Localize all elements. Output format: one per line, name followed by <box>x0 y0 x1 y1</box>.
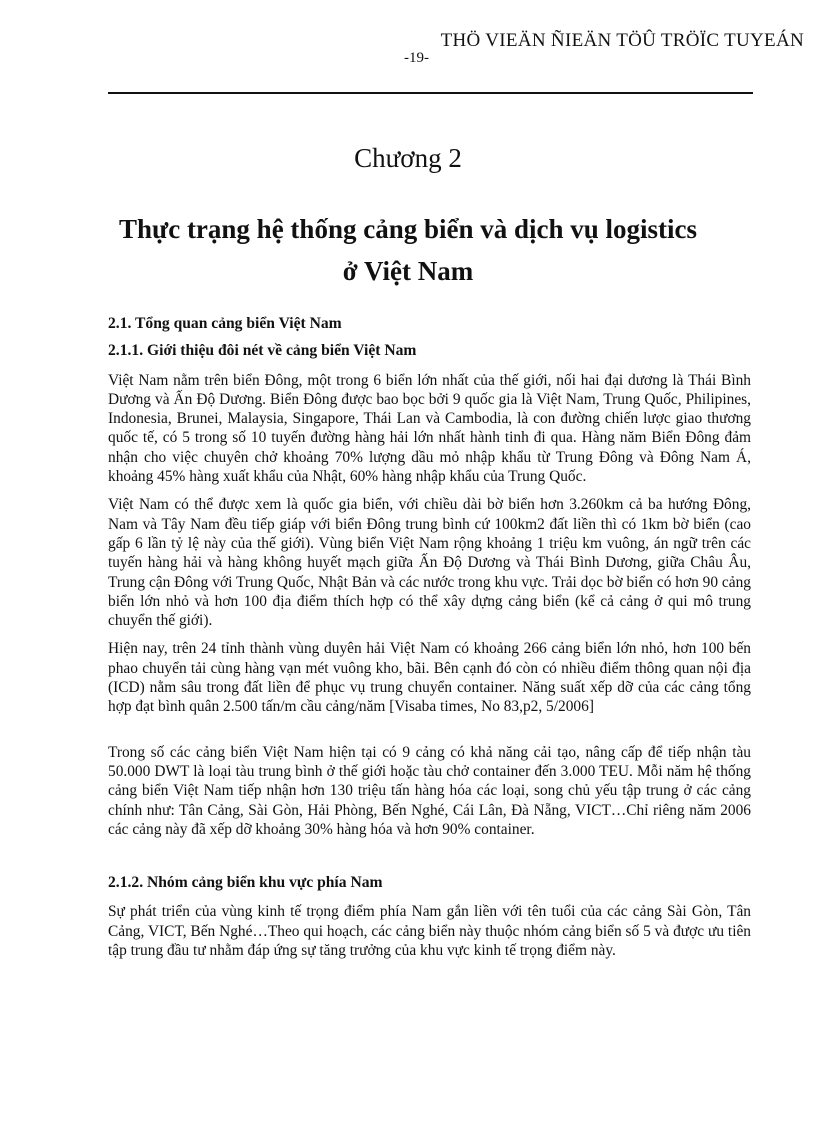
chapter-title <box>60 208 756 292</box>
section-heading-2-1-1: 2.1.1. Giới thiệu đôi nét về cảng biển Việt Nam <box>108 342 417 360</box>
header-divider <box>108 92 753 94</box>
section-heading-2-1: 2.1. Tổng quan cảng biển Việt Nam <box>108 315 342 332</box>
paragraph: Trong số các cảng biển Việt Nam hiện tại có 9 cảng có khả năng cải tạo, nâng cấp để tiếp nhận tàu 50.000 DWT là loại tàu trung bình ở thế giới hoặc tàu chở container đến 3.000 TEU. Mỗi năm hệ thống cảng biển Việt Nam tiếp nhận hơn 130 triệu tấn hàng hóa các loại, song chủ yếu tập trung ở các cảng chính như: Tân Cảng, Sài Gòn, Hải Phòng, Bến Nghé, Cái Lân, Đà Nẵng, VICT…Chỉ riêng năm 2006 các cảng này đã xếp dỡ khoảng 30% hàng hóa và hơn 90% container. <box>108 743 751 838</box>
chapter-title-line-1: Thực trạng hệ thống cảng biển và dịch vụ logistics <box>118 214 698 244</box>
library-header-title: THÖ VIEÄN ÑIEÄN TÖÛ TRÖÏC TUYEÁN <box>440 30 804 51</box>
paragraph: Hiện nay, trên 24 tỉnh thành vùng duyên hải Việt Nam có khoảng 266 cảng biển lớn nhỏ, hơn 100 bến phao chuyển tải cùng hàng vạn mét vuông kho, bãi. Bên cạnh đó còn có nhiều điểm thông quan nội địa (ICD) nằm sâu trong đất liền để phục vụ trung chuyển container. Năng suất xếp dỡ của các cảng tổng hợp đạt bình quân 2.500 tấn/m cầu cảng/năm [Visaba times, No 83,p2, 5/2006] <box>108 640 751 716</box>
chapter-title-line-2: ở Việt Nam <box>342 256 474 286</box>
paragraph: Việt Nam có thể được xem là quốc gia biển, với chiều dài bờ biển hơn 3.260km cả ba hướng Đông, Nam và Tây Nam đều tiếp giáp với biển Đông trung bình cứ 100km2 đất liền thì có 1km bờ biển (cao gấp 6 lần tỷ lệ này của thế giới). Vùng biển Việt Nam rộng khoảng 1 triệu km vuông, án ngữ trên các tuyến hàng hải và hàng không huyết mạch giữa Ấn Độ Dương và Thái Bình Dương, giữa Châu Âu, Trung cận Đông với Trung Quốc, Nhật Bản và các nước trong khu vực. Trải dọc bờ biển có hơn 90 cảng biển lớn nhỏ và hơn 100 địa điểm thích hợp có thể xây dựng cảng biển (kể cả cảng ở qui mô trung chuyển thế giới). <box>108 496 751 630</box>
page-number: -19- <box>404 50 429 66</box>
paragraph: Việt Nam nằm trên biển Đông, một trong 6 biển lớn nhất của thế giới, nối hai đại dương là Thái Bình Dương và Ấn Độ Dương. Biển Đông được bao bọc bởi 9 quốc gia là Việt Nam, Trung Quốc, Philipines, Indonesia, Brunei, Malaysia, Singapore, Thái Lan và Cambodia, là con đường chiến lược giao thương quốc tế, có 5 trong số 10 tuyến đường hàng hải lớn nhất hành tinh đi qua. Hàng năm Biển Đông đảm nhận cho việc chuyên chở khoảng 70% lượng dầu mỏ nhập khẩu từ Trung Đông và Đông Nam Á, khoảng 45% hàng xuất khẩu của Nhật, 60% hàng nhập khẩu của Trung Quốc. <box>108 371 751 486</box>
document-body <box>108 314 751 969</box>
paragraph: Sự phát triển của vùng kinh tế trọng điểm phía Nam gắn liền với tên tuổi của các cảng Sài Gòn, Tân Cảng, VICT, Bến Nghé…Theo qui hoạch, các cảng biển này thuộc nhóm cảng biển số 5 và được ưu tiên tập trung đầu tư nhằm đáp ứng sự tăng trưởng của khu vực kinh tế trọng điểm này. <box>108 903 751 960</box>
section-heading-2-1-2: 2.1.2. Nhóm cảng biển khu vực phía Nam <box>108 874 383 892</box>
chapter-label: Chương 2 <box>354 143 462 173</box>
